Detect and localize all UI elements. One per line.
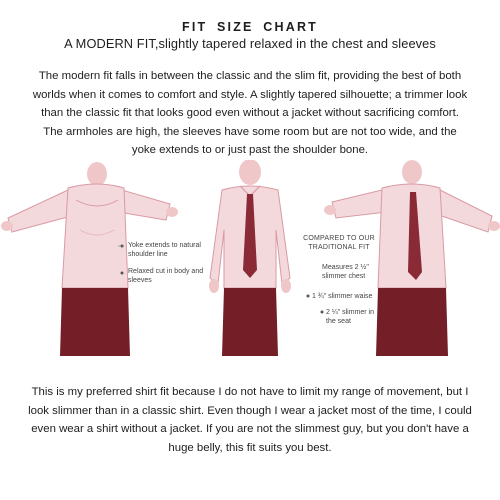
annotation-relaxed: Relaxed cut in body and sleeves [128, 268, 204, 284]
fit-illustration [0, 160, 500, 360]
closing-paragraph: This is my preferred shirt fit because I do not have to limit my range of movement, but I look slimmer than in a classic shirt. Even though I wear a jacket most of the time, I could even wear a shirt without a jacket. If you are not the slimmest guy, but you don't have a huge belly, this fit suits you best. [28, 386, 472, 454]
figure-side-view [324, 160, 500, 356]
fit-title: FIT SIZE CHART [181, 20, 319, 34]
fit-subtitle: A MODERN FIT,slightly tapered relaxed in the chest and sleeves [64, 36, 436, 51]
annotation-compared: COMPARED TO OUR TRADITIONAL FIT [303, 235, 375, 251]
annotation-seat: 2 ¼" slimmer in the seat [326, 309, 374, 325]
illustration-svg [0, 160, 500, 360]
figure-back-view [1, 162, 178, 356]
annotation-waist: 1 ¾" slimmer waise [312, 293, 373, 300]
annotation-yoke: Yoke extends to natural shoulder line [128, 242, 201, 258]
intro-paragraph: The modern fit falls in between the classic and the slim fit, providing the best of both worlds when it comes to comfort and style. A slightly tapered silhouette; a trimmer look than the classic fit that looks good even without a jacket without sacrificing comfort. The armholes are high, the sleeves have some room but are not too wide, and the yoke extends to or just past the shoulder bone. [32, 70, 468, 156]
annotation-chest: Measures 2 ½" slimmer chest [322, 264, 369, 280]
